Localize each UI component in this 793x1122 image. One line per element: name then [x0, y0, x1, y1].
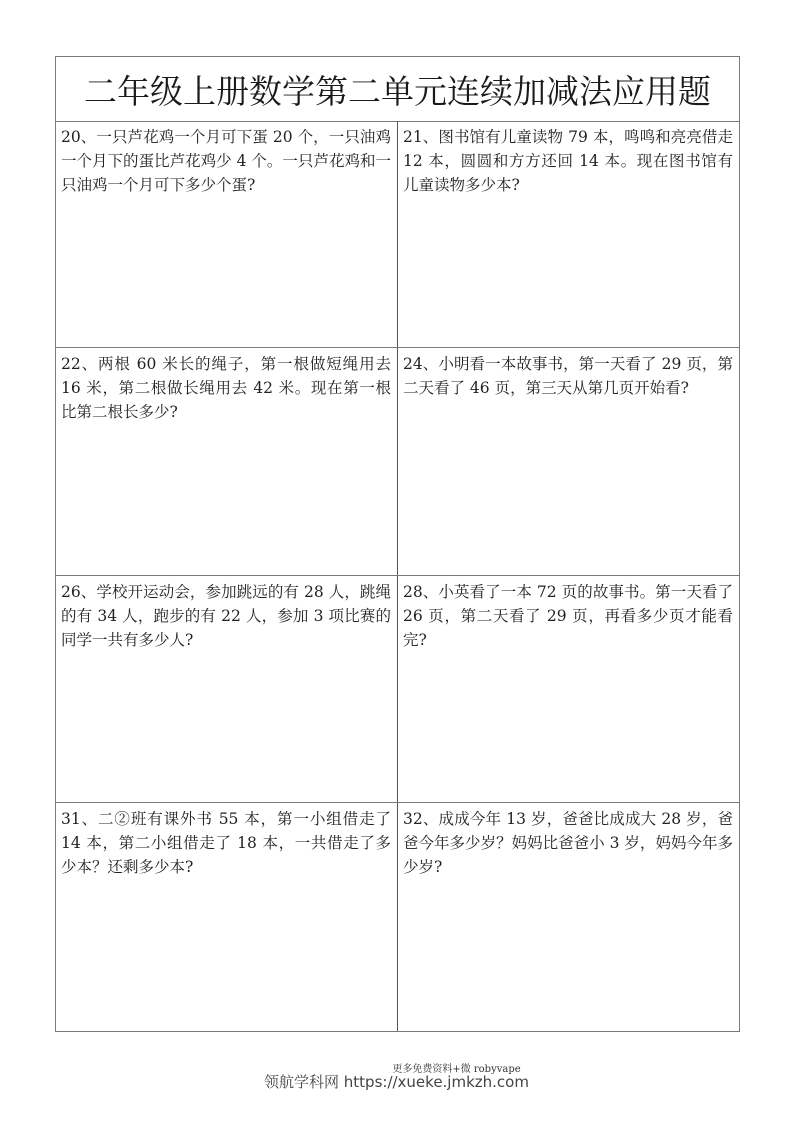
question-cell-32	[398, 803, 739, 1031]
question-text: 21、图书馆有儿童读物 79 本，鸣鸣和亮亮借走 12 本，圆圆和方方还回 14 本。现在图书馆有儿童读物多少本?	[403, 128, 733, 194]
question-text: 24、小明看一本故事书，第一天看了 29 页，第二天看了 46 页，第三天从第几页开始看?	[403, 355, 733, 397]
question-text: 31、二②班有课外书 55 本，第一小组借走了 14 本，第二小组借走了 18 本，一共借走了多少本？还剩多少本?	[61, 810, 391, 876]
question-text: 28、小英看了一本 72 页的故事书。第一天看了 26 页，第二天看了 29 页，再看多少页才能看完?	[403, 583, 733, 649]
question-text: 26、学校开运动会，参加跳远的有 28 人，跳绳的有 34 人，跑步的有 22 人，参加 3 项比赛的同学一共有多少人?	[61, 583, 391, 649]
question-text: 32、成成今年 13 岁，爸爸比成成大 28 岁，爸爸今年多少岁？妈妈比爸爸小 3 岁，妈妈今年多少岁?	[403, 810, 733, 876]
question-text: 20、一只芦花鸡一个月可下蛋 20 个，一只油鸡一个月下的蛋比芦花鸡少 4 个。一只芦花鸡和一只油鸡一个月可下多少个蛋?	[61, 128, 391, 194]
question-text: 22、两根 60 米长的绳子，第一根做短绳用去 16 米，第二根做长绳用去 42 米。现在第一根比第二根长多少?	[61, 355, 391, 421]
question-cell-20	[56, 121, 397, 347]
question-cell-31	[56, 803, 397, 1031]
title-row	[56, 57, 739, 122]
question-cell-26	[56, 576, 397, 802]
page-title: 二年级上册数学第二单元连续加减法应用题	[84, 71, 711, 111]
worksheet-table	[55, 56, 740, 1032]
footer-note: 更多免费资料+微 robyvape	[392, 1064, 521, 1075]
footer-site-link[interactable]: 领航学科网 https://xueke.jmkzh.com	[264, 1073, 529, 1091]
question-cell-22	[56, 348, 397, 575]
question-cell-28	[398, 576, 739, 802]
question-cell-24	[398, 348, 739, 575]
question-cell-21	[398, 121, 739, 347]
question-grid	[56, 121, 739, 1031]
